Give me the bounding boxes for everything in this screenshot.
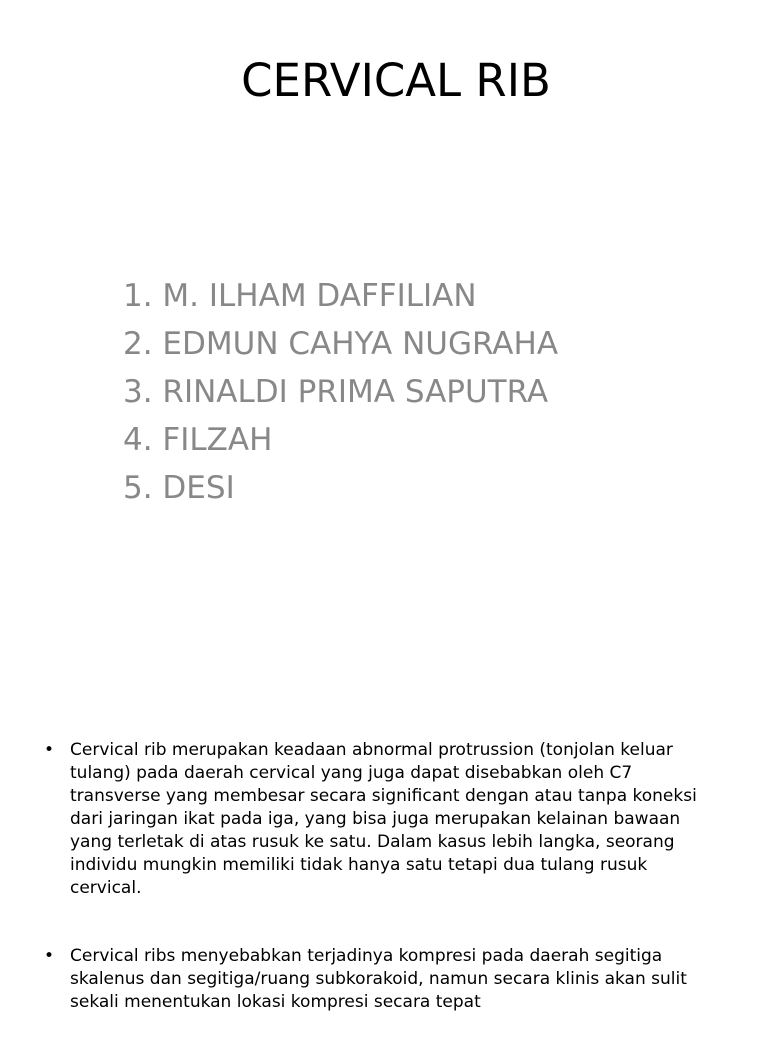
member-item: 3. RINALDI PRIMA SAPUTRA (123, 374, 549, 410)
member-item: 4. FILZAH (123, 422, 273, 458)
bullet-marker: • (44, 946, 55, 966)
member-item: 1. M. ILHAM DAFFILIAN (123, 278, 477, 314)
slide-title: CERVICAL RIB (241, 54, 551, 107)
member-item: 2. EDMUN CAHYA NUGRAHA (123, 326, 559, 362)
member-item: 5. DESI (123, 470, 235, 506)
bullet-marker: • (44, 740, 55, 760)
bullet-item (44, 739, 724, 900)
bullet-text: Cervical rib merupakan keadaan abnormal protrussion (tonjolan keluar tulang) pada daerah cervical yang juga dapat disebabkan oleh C7 transverse yang membesar secara significant dengan atau tanpa koneksi dari jaringan ikat pada iga, yang bisa juga merupakan kelainan bawaan yang terletak di atas rusuk ke satu. Dalam kasus lebih langka, seorang individu mungkin memiliki tidak hanya satu tetapi dua tulang rusuk cervical. (70, 740, 697, 898)
bullet-item (44, 945, 724, 1014)
member-list (123, 272, 558, 512)
bullet-text: Cervical ribs menyebabkan terjadinya kompresi pada daerah segitiga skalenus dan segitiga/ruang subkorakoid, namun secara klinis akan sulit sekali menentukan lokasi kompresi secara tepat (70, 946, 687, 1012)
bullet-list (44, 739, 724, 1059)
